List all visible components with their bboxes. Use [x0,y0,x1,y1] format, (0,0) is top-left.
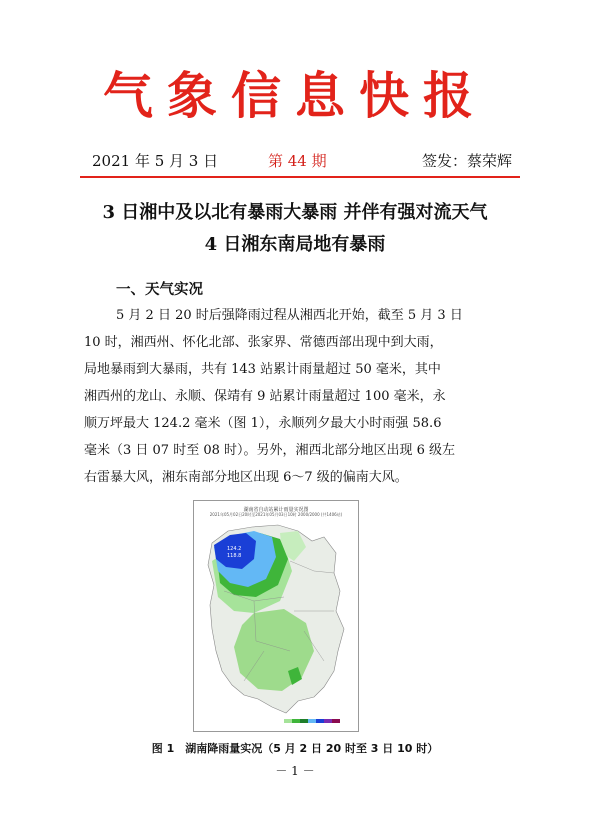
paragraph-line: 局地暴雨到大暴雨，共有 143 站累计雨量超过 50 毫米，其中 [84,362,441,377]
headline-line-1: 3 日湘中及以北有暴雨大暴雨 并伴有强对流天气 [102,202,488,223]
figure-caption: 图 1 湖南降雨量实况（5 月 2 日 20 时至 3 日 10 时） [151,742,439,755]
legend-swatch [324,719,332,723]
map-legend [284,719,340,723]
masthead-title: 气象信息快报 [103,67,487,125]
paragraph-line: 毫米（3 日 07 时至 08 时）。另外，湘西北部分地区出现 6 级左 [84,443,456,458]
paragraph-line: 右雷暴大风，湘东南部分地区出现 6～7 级的偏南大风。 [84,470,408,485]
map-label-second-value: 118.8 [227,553,242,559]
rainfall-map [194,501,358,731]
issue-info-line [92,150,512,172]
issue-number: 第 44 期 [268,152,327,170]
map-label-max-value: 124.2 [227,546,242,552]
headline-line-2: 4 日湘东南局地有暴雨 [204,234,386,255]
section-title: 一、天气实况 [116,282,203,298]
issue-signer: 签发：蔡荣辉 [421,152,512,170]
paragraph-line: 5 月 2 日 20 时后强降雨过程从湘西北开始，截至 5 月 3 日 [116,308,463,323]
legend-swatch [300,719,308,723]
legend-swatch [308,719,316,723]
legend-swatch [316,719,324,723]
legend-swatch [332,719,340,723]
issue-date: 2021 年 5 月 3 日 [92,152,219,170]
paragraph-line: 顺万坪最大 124.2 毫米（图 1），永顺列夕最大小时雨强 58.6 [84,416,442,431]
paragraph-line: 10 时，湘西州、怀化北部、张家界、常德西部出现中到大雨， [84,335,443,350]
paragraph-line: 湘西州的龙山、永顺、保靖有 9 站累计雨量超过 100 毫米，永 [84,389,446,404]
map-subtitle: 2021年05月02日20时至2021年05月03日10时 2000/2000 (共1406站) [209,512,343,517]
legend-swatch [292,719,300,723]
map-title: 湖南省自动站累计雨量实况图 [243,507,309,513]
header-divider [80,176,520,178]
legend-swatch [284,719,292,723]
rainfall-map-figure [193,500,359,732]
page-number: － 1 － [275,764,315,778]
